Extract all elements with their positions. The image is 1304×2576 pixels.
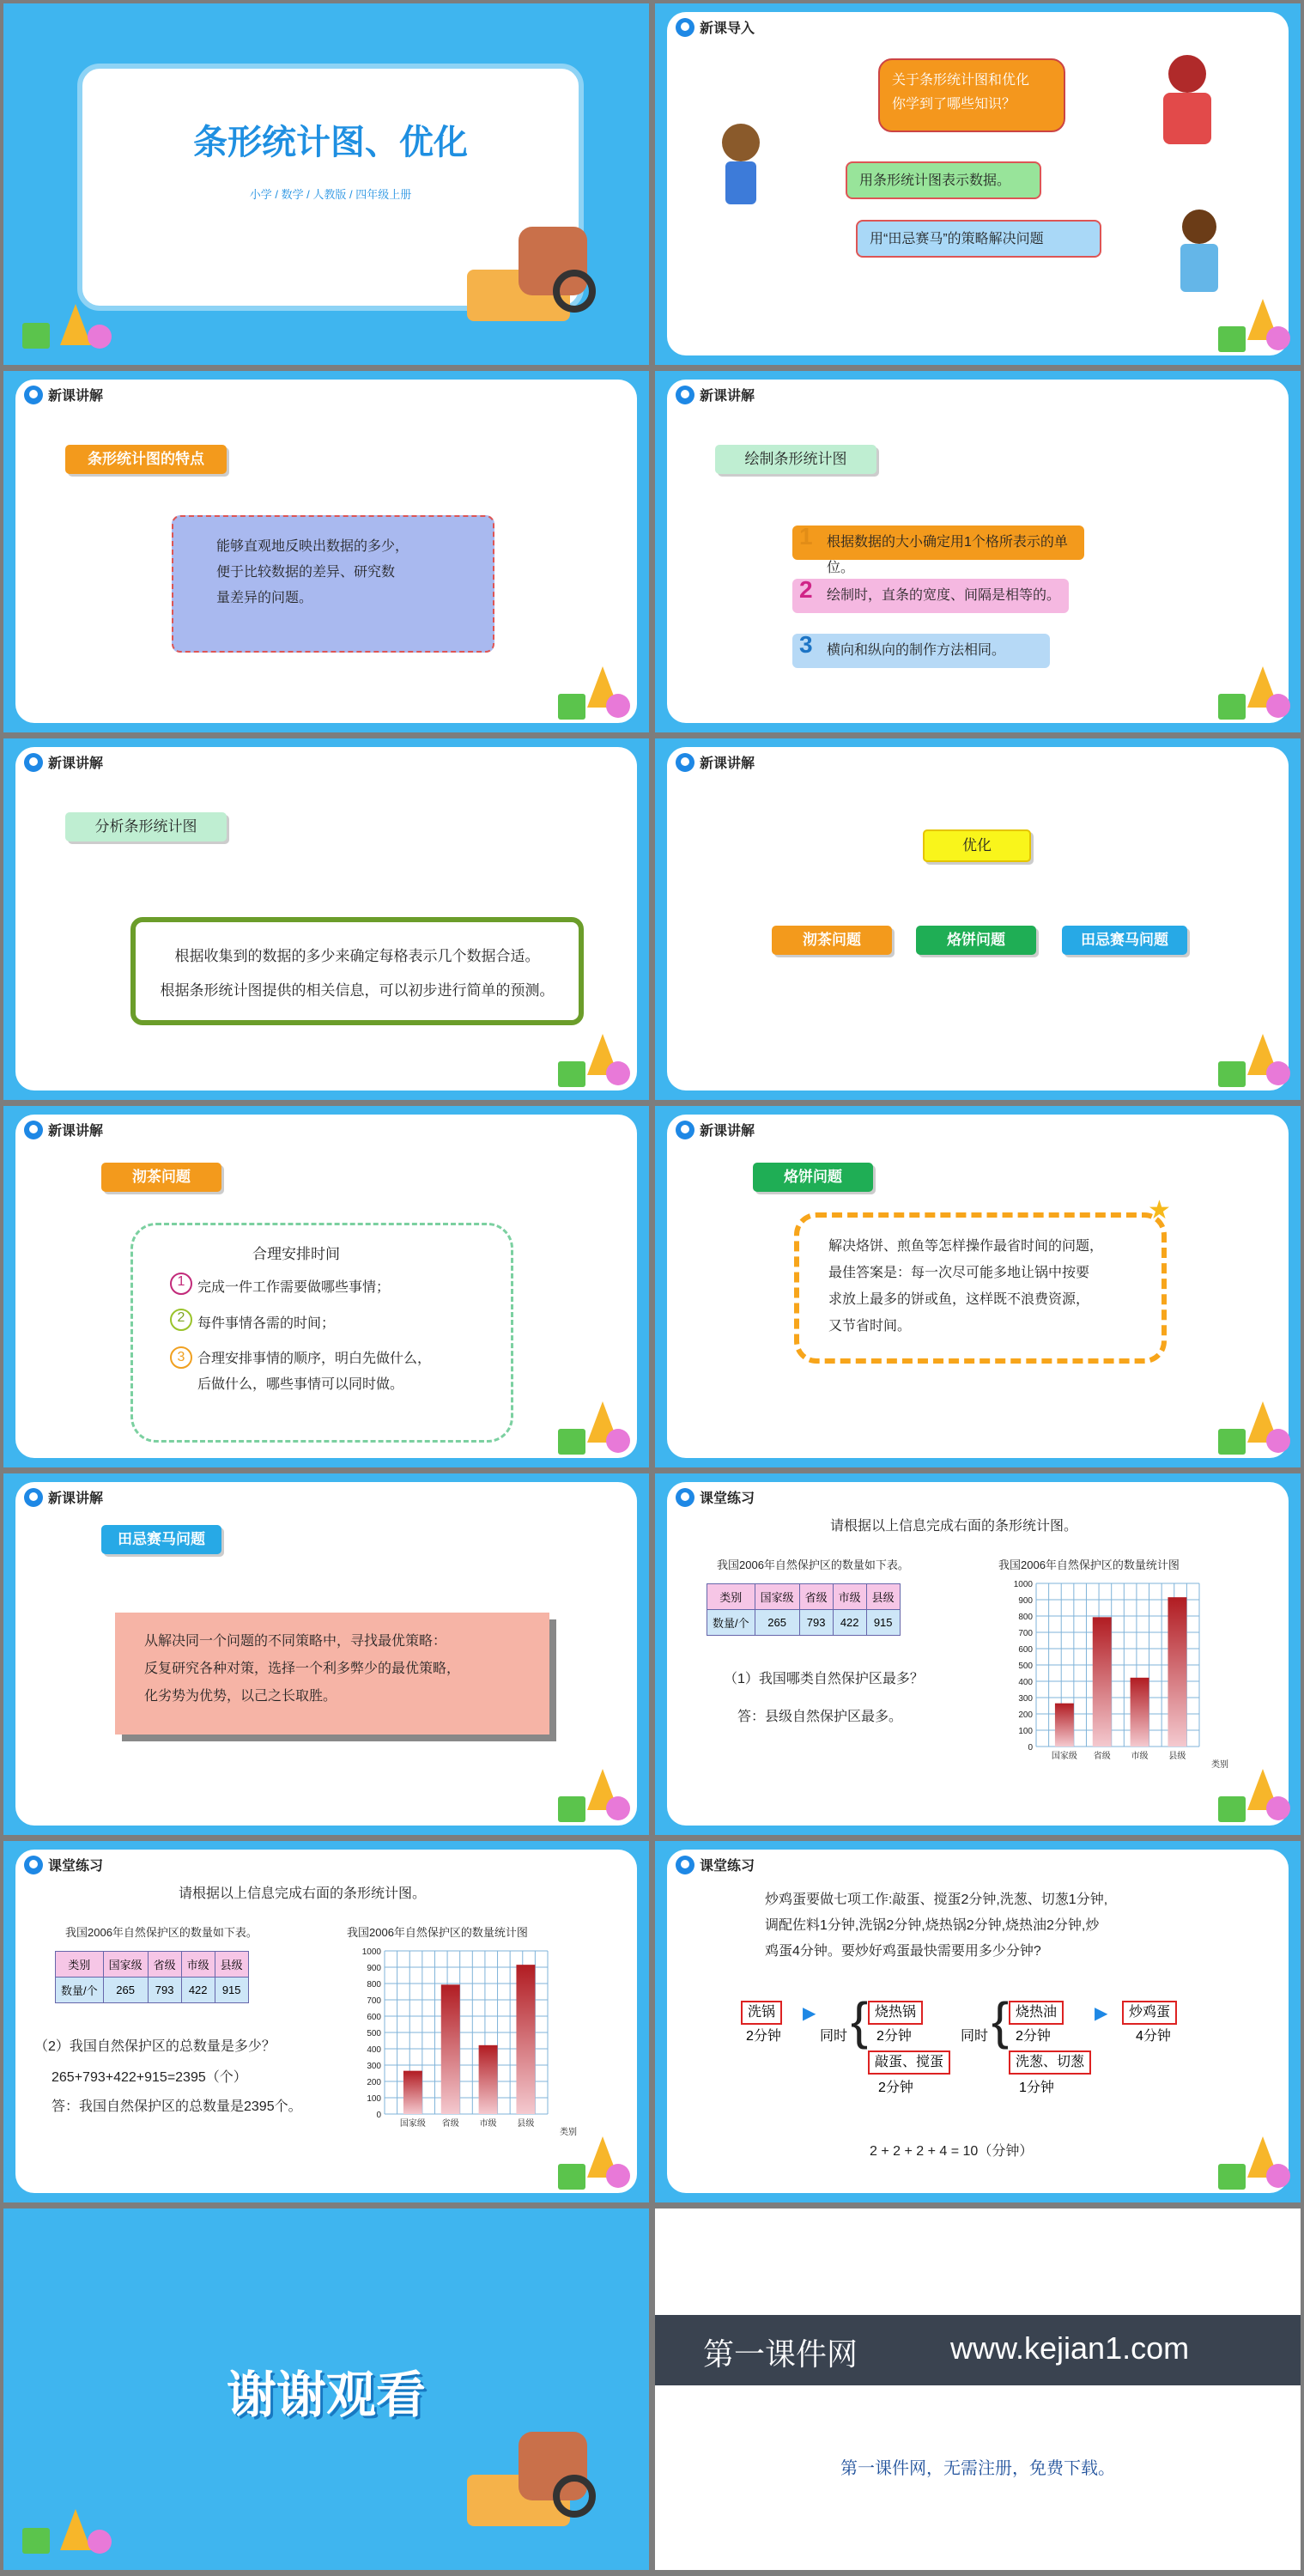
- section-header: 新课讲解: [676, 1120, 755, 1139]
- x-tick-label: 市级: [1131, 1752, 1149, 1761]
- section-header: 新课讲解: [676, 385, 755, 404]
- y-tick-label: 700: [367, 1996, 381, 2006]
- tea-heading: 合理安排时间: [252, 1246, 340, 1262]
- step-3: 3 横向和纵向的制作方法相同。: [792, 634, 1050, 668]
- logo-icon: [676, 386, 694, 404]
- slide-analysis: [3, 738, 649, 1100]
- topic-tag: 沏茶问题: [101, 1163, 221, 1192]
- slide-intro: [655, 3, 1301, 365]
- question: （1）我国哪类自然保护区最多？: [724, 1672, 924, 1686]
- step-wash-onion: 洗葱、切葱: [1009, 2050, 1091, 2075]
- slide-exercise-2: [3, 1841, 649, 2202]
- slide-optimize: [655, 738, 1301, 1100]
- section-header: 新课讲解: [24, 752, 103, 772]
- x-tick-label: 市级: [479, 2119, 497, 2129]
- slide-thanks: [3, 2208, 649, 2570]
- formula: 2 + 2 + 2 + 4 = 10（分钟）: [870, 2144, 1034, 2159]
- slide-drawing: [655, 371, 1301, 732]
- y-tick-label: 100: [1018, 1727, 1033, 1736]
- tea-item-1: 1 完成一件工作需要做哪些事情；: [172, 1276, 390, 1296]
- section-header: 课堂练习: [24, 1855, 103, 1874]
- slide-pancake: [655, 1106, 1301, 1467]
- answer-bubble-1: 用条形统计图表示数据。: [846, 161, 1041, 199]
- bar-市级: [1131, 1678, 1149, 1747]
- step-beat-eggs: 敲蛋、搅蛋: [868, 2050, 950, 2075]
- brand-tagline: 第一课件网，无需注册，免费下载。: [840, 2458, 1115, 2478]
- step-2: 2 绘制时，直条的宽度、间隔是相等的。: [792, 579, 1069, 613]
- chart-title: 我国2006年自然保护区的数量统计图: [998, 1558, 1180, 1571]
- logo-icon: [24, 386, 43, 404]
- instruction: 请根据以上信息完成右面的条形统计图。: [179, 1886, 427, 1901]
- section-header: 课堂练习: [676, 1487, 755, 1507]
- books-illustration: [467, 218, 613, 338]
- y-tick-label: 0: [1028, 1743, 1033, 1753]
- y-tick-label: 200: [1018, 1710, 1033, 1720]
- topic-tag: 条形统计图的特点: [65, 445, 227, 474]
- answer-bubble-2: 用“田忌赛马”的策略解决问题: [856, 220, 1101, 258]
- cone-icon: [60, 304, 91, 345]
- logo-icon: [676, 18, 694, 37]
- ball-icon: [88, 325, 112, 349]
- slide-exercise-1: [655, 1473, 1301, 1835]
- logo-icon: [676, 1121, 694, 1139]
- logo-icon: [24, 1856, 43, 1874]
- deck-title: 条形统计图、优化: [193, 124, 468, 161]
- y-tick-label: 500: [1018, 1662, 1033, 1671]
- y-tick-label: 600: [1018, 1645, 1033, 1655]
- slide-title: [3, 3, 649, 365]
- table-title: 我国2006年自然保护区的数量如下表。: [65, 1926, 258, 1939]
- calculation: 265+793+422+915=2395（个）: [52, 2070, 247, 2085]
- data-table: 类别 国家级 省级 市级 县级 数量/个 265 793 422 915: [55, 1951, 249, 2003]
- table-title: 我国2006年自然保护区的数量如下表。: [717, 1558, 909, 1571]
- optimize-label: 优化: [923, 829, 1031, 862]
- books-illustration: [467, 2423, 613, 2543]
- logo-icon: [676, 1856, 694, 1874]
- bar-市级: [479, 2045, 498, 2114]
- bar-chart: [359, 1942, 608, 2140]
- answer: 答：县级自然保护区最多。: [737, 1710, 903, 1724]
- y-tick-label: 200: [367, 2078, 381, 2087]
- section-header: 新课讲解: [676, 752, 755, 772]
- bar-省级: [441, 1984, 460, 2114]
- question-bubble: 关于条形统计图和优化 你学到了哪些知识？: [878, 58, 1065, 132]
- x-tick-label: 县级: [517, 2119, 535, 2129]
- topic-tag: 绘制条形统计图: [715, 445, 876, 474]
- bar-国家级: [403, 2071, 422, 2114]
- y-tick-label: 1000: [1013, 1580, 1033, 1589]
- x-tick-label: 县级: [1168, 1752, 1186, 1761]
- section-header: 新课导入: [676, 17, 755, 37]
- tea-button[interactable]: 沏茶问题: [772, 926, 892, 955]
- section-header: 新课讲解: [24, 1120, 103, 1139]
- step-wash-pan: 洗锅: [741, 2001, 782, 2025]
- y-tick-label: 300: [367, 2062, 381, 2071]
- x-tick-label: 国家级: [399, 2119, 426, 2129]
- arrow-icon: ▶: [1095, 2004, 1108, 2023]
- logo-icon: [676, 1488, 694, 1507]
- y-tick-label: 700: [1018, 1629, 1033, 1638]
- analysis-text: 根据收集到的数据的多少来确定每格表示几个数据合适。 根据条形统计图提供的相关信息，可以初步进行简单的预测。: [130, 917, 584, 1025]
- logo-icon: [24, 753, 43, 772]
- girl-illustration: [1170, 210, 1230, 321]
- logo-icon: [24, 1488, 43, 1507]
- thanks-title: 谢谢观看: [226, 2367, 426, 2423]
- horse-text: 从解决同一个问题的不同策略中，寻找最优策略： 反复研究各种对策，选择一个利多弊少的最优策略， 化劣势为优势，以己之长取胜。: [115, 1613, 549, 1735]
- answer: 答：我国自然保护区的总数量是2395个。: [52, 2099, 302, 2114]
- slide-horse: [3, 1473, 649, 1835]
- pancake-text: 解决烙饼、煎鱼等怎样操作最省时间的问题， 最佳答案是：每一次尽可能多地让锅中按要 求放上最多的饼或鱼，这样既不浪费资源， 又节省时间。: [794, 1212, 1167, 1364]
- teacher-illustration: [1153, 55, 1222, 158]
- instruction: 请根据以上信息完成右面的条形统计图。: [830, 1519, 1078, 1534]
- chart-title: 我国2006年自然保护区的数量统计图: [347, 1926, 528, 1939]
- y-tick-label: 100: [367, 2094, 381, 2104]
- topic-tag: 烙饼问题: [753, 1163, 873, 1192]
- x-axis-label: 类别: [1211, 1760, 1228, 1770]
- tea-item-3: 3 合理安排事情的顺序，明白先做什么， 后做什么，哪些事情可以同时做。: [172, 1346, 431, 1398]
- deck-subtitle: 小学 / 数学 / 人教版 / 四年级上册: [249, 188, 412, 201]
- x-tick-label: 省级: [441, 2119, 459, 2129]
- brand-name: 第一课件网: [703, 2337, 858, 2372]
- bar-chart: [1010, 1575, 1259, 1772]
- section-header: 课堂练习: [676, 1855, 755, 1874]
- arrow-icon: ▶: [803, 2004, 816, 2023]
- tea-item-2: 2 每件事情各需的时间；: [172, 1312, 335, 1332]
- y-tick-label: 300: [1018, 1694, 1033, 1704]
- y-tick-label: 900: [367, 1964, 381, 1973]
- bar-国家级: [1055, 1704, 1074, 1747]
- step-heat-pan: 烧热锅: [868, 2001, 923, 2025]
- data-table: 类别 国家级 省级 市级 县级 数量/个 265 793 422 915: [707, 1583, 901, 1636]
- step-fry-egg: 炒鸡蛋: [1122, 2001, 1177, 2025]
- section-header: 新课讲解: [24, 1487, 103, 1507]
- feature-text: 能够直观地反映出数据的多少， 便于比较数据的差异、研究数 量差异的问题。: [172, 515, 494, 653]
- y-tick-label: 800: [1018, 1613, 1033, 1622]
- topic-tag: 田忌赛马问题: [101, 1525, 221, 1554]
- horse-race-button[interactable]: 田忌赛马问题: [1062, 926, 1187, 955]
- problem-text: 炒鸡蛋要做七项工作:敲蛋、搅蛋2分钟,洗葱、切葱1分钟, 调配佐料1分钟,洗锅2分钟,烧热锅2分钟,烧热油2分钟,炒 鸡蛋4分钟。要炒好鸡蛋最快需要用多少分钟?: [765, 1893, 1108, 1959]
- star-icon: ★: [1148, 1196, 1171, 1224]
- slide-tea: [3, 1106, 649, 1467]
- flow-diagram: 洗锅 2分钟 ▶ 同时 { 烧热锅 2分钟 敲蛋、搅蛋 2分钟 同时 { 烧热油 2分钟 洗葱、切葱 1分钟 ▶ 炒鸡蛋 4分钟: [741, 1996, 1256, 2116]
- brand-url[interactable]: www.kejian1.com: [950, 2330, 1190, 2366]
- y-tick-label: 500: [367, 2029, 381, 2038]
- bar-县级: [1168, 1597, 1186, 1747]
- pancake-button[interactable]: 烙饼问题: [916, 926, 1036, 955]
- question: （2）我国自然保护区的总数量是多少？: [34, 2039, 276, 2054]
- slide-brand: [655, 2208, 1301, 2570]
- y-tick-label: 900: [1018, 1596, 1033, 1606]
- logo-icon: [24, 1121, 43, 1139]
- y-tick-label: 400: [367, 2045, 381, 2055]
- topic-tag: 分析条形统计图: [65, 812, 227, 841]
- y-tick-label: 400: [1018, 1678, 1033, 1687]
- brace-icon: {: [851, 1992, 869, 2050]
- brace-icon: {: [992, 1992, 1010, 2050]
- bar-省级: [1093, 1617, 1112, 1747]
- step-heat-oil: 烧热油: [1009, 2001, 1064, 2025]
- y-tick-label: 600: [367, 2013, 381, 2022]
- x-tick-label: 国家级: [1051, 1752, 1077, 1761]
- boy-illustration: [715, 124, 767, 235]
- logo-icon: [676, 753, 694, 772]
- cube-icon: [22, 323, 50, 349]
- x-axis-label: 类别: [560, 2128, 577, 2137]
- y-tick-label: 800: [367, 1980, 381, 1990]
- x-tick-label: 省级: [1093, 1752, 1111, 1761]
- section-header: 新课讲解: [24, 385, 103, 404]
- y-tick-label: 1000: [361, 1947, 381, 1957]
- slide-exercise-3: [655, 1841, 1301, 2202]
- y-tick-label: 0: [376, 2111, 381, 2120]
- bar-县级: [516, 1965, 535, 2114]
- slide-features: [3, 371, 649, 732]
- step-1: 1 根据数据的大小确定用1个格所表示的单位。: [792, 526, 1084, 560]
